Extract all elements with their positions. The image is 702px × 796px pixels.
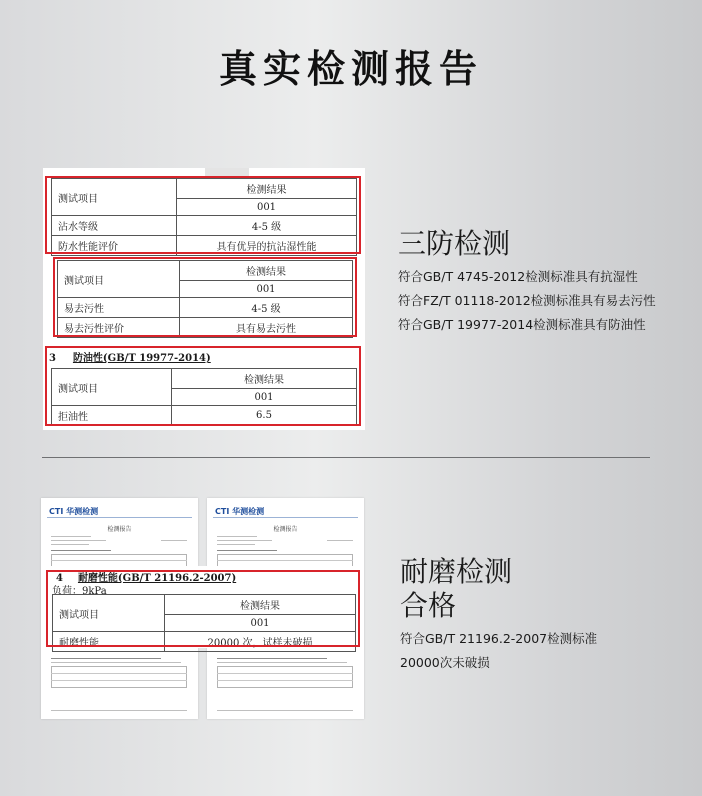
item-label: 测试项目: [52, 369, 172, 406]
report-excerpt-water-stain-oil: [43, 168, 365, 430]
row-value: 具有优异的抗沾湿性能: [177, 236, 357, 256]
sample-no: 001: [180, 281, 353, 298]
section1-heading: 三防检测: [398, 227, 511, 260]
highlight-box: [45, 176, 361, 254]
section1-description: [398, 265, 656, 337]
section-divider: [42, 457, 650, 458]
highlight-box: [53, 257, 357, 337]
cti-logo: CTI 华测检测: [49, 507, 99, 516]
sample-no: 001: [177, 199, 357, 216]
row-label: 沾水等级: [52, 216, 177, 236]
highlight-box: [46, 570, 360, 647]
page-title: 真实检测报告: [218, 47, 483, 91]
item-label: 测试项目: [52, 179, 177, 216]
result-header: 检测结果: [177, 179, 357, 199]
row-value: 4-5 级: [177, 216, 357, 236]
heading-line: 合格: [400, 589, 457, 622]
load-text: 负荷：9kPa: [52, 586, 107, 597]
row-label: 拒油性: [52, 406, 172, 426]
section2-description: [400, 627, 597, 675]
item-label: 测试项目: [58, 261, 180, 298]
section2-heading: [400, 555, 512, 623]
result-header: 检测结果: [172, 369, 357, 389]
section-no: 4: [56, 573, 63, 584]
desc-line: 符合GB/T 4745-2012检测标准具有抗湿性: [398, 269, 638, 284]
heading-line: 耐磨检测: [400, 555, 513, 588]
desc-line: 符合GB/T 19977-2014检测标准具有防油性: [398, 317, 646, 332]
row-value: 4-5 级: [180, 298, 353, 318]
result-header: 检测结果: [165, 595, 356, 615]
result-header: 检测结果: [180, 261, 353, 281]
report-title: 检测报告: [273, 526, 298, 533]
row-value: 20000 次，试样未破损: [165, 632, 356, 652]
row-value: 6.5: [172, 406, 357, 426]
desc-line: 符合GB/T 21196.2-2007检测标准: [400, 631, 598, 646]
row-label: 易去污性: [58, 298, 180, 318]
section-title: 防油性(GB/T 19977-2014): [72, 353, 211, 364]
desc-line: 20000次未破损: [400, 655, 490, 670]
header-rule: [213, 517, 358, 518]
sample-no: 001: [165, 615, 356, 632]
sample-no: 001: [172, 389, 357, 406]
row-label: 耐磨性能: [53, 632, 165, 652]
cti-logo: CTI 华测检测: [215, 507, 265, 516]
highlight-box: [45, 346, 361, 426]
section-no: 3: [49, 353, 56, 364]
report-title: 检测报告: [107, 526, 132, 533]
section-title: 耐磨性能(GB/T 21196.2-2007): [77, 573, 237, 584]
item-label: 测试项目: [53, 595, 165, 632]
abrasion-excerpt: [44, 566, 362, 648]
desc-line: 符合FZ/T 01118-2012检测标准具有易去污性: [398, 293, 656, 308]
header-rule: [47, 517, 192, 518]
row-value: 具有易去污性: [180, 318, 353, 338]
row-label: 防水性能评价: [52, 236, 177, 256]
row-label: 易去污性评价: [58, 318, 180, 338]
